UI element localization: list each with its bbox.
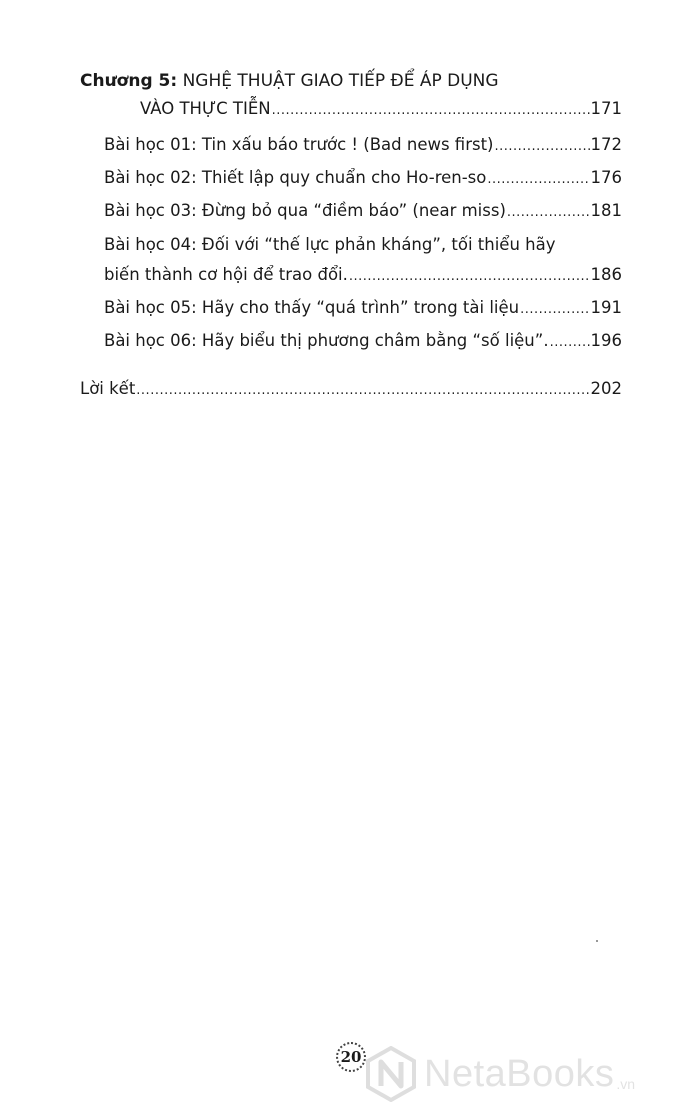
print-speck (596, 940, 598, 942)
watermark (366, 1044, 635, 1104)
lesson-title: Bài học 06: Hãy biểu thị phương châm bằng “số liệu”. (104, 331, 549, 350)
dot-leader (520, 299, 589, 321)
epilogue-title: Lời kết (80, 379, 136, 398)
lesson-title-line2: biến thành cơ hội để trao đổi. (104, 265, 348, 284)
toc-entry-lesson-03[interactable] (104, 200, 622, 224)
lesson-page: 176 (590, 168, 622, 187)
toc-entry-lesson-04[interactable] (104, 264, 622, 288)
lesson-title: Bài học 05: Hãy cho thấy “quá trình” trong tài liệu (104, 298, 520, 317)
lesson-page: 186 (590, 265, 622, 284)
epilogue-page: 202 (590, 379, 622, 398)
lesson-page: 196 (590, 331, 622, 350)
lesson-title: Bài học 01: Tin xấu báo trước ! (Bad news first) (104, 135, 494, 154)
dot-leader (136, 380, 589, 402)
watermark-brand: NetaBooks (424, 1052, 615, 1095)
lesson-04-title-line1: Bài học 04: Đối với “thế lực phản kháng”, tối thiểu hãy (104, 235, 556, 254)
chapter-title-line2: VÀO THỰC TIỄN (140, 99, 271, 118)
chapter-title-line1: NGHỆ THUẬT GIAO TIẾP ĐỂ ÁP DỤNG (182, 71, 499, 91)
dot-leader (487, 169, 589, 191)
dot-leader (550, 332, 590, 354)
toc-entry-epilogue[interactable] (80, 378, 622, 402)
dot-leader (349, 266, 590, 288)
chapter-label: Chương 5: (80, 71, 178, 91)
lesson-page: 191 (590, 298, 622, 317)
toc-entry-lesson-01[interactable] (104, 134, 622, 158)
lesson-title: Bài học 03: Đừng bỏ qua “điềm báo” (near miss) (104, 201, 506, 220)
toc-entry-lesson-02[interactable] (104, 167, 622, 191)
chapter-entry[interactable] (140, 98, 622, 122)
page-number: 20 (336, 1042, 366, 1072)
dot-leader (494, 136, 589, 158)
watermark-suffix: .vn (616, 1076, 636, 1092)
chapter-heading (80, 70, 620, 92)
toc-entry-lesson-06[interactable] (104, 330, 622, 354)
lesson-title: Bài học 02: Thiết lập quy chuẩn cho Ho-ren-so (104, 168, 487, 187)
chapter-page: 171 (590, 99, 622, 118)
toc-entry-lesson-05[interactable] (104, 297, 622, 321)
netabooks-logo-icon (366, 1046, 416, 1102)
lesson-page: 172 (590, 135, 622, 154)
dot-leader (507, 202, 590, 224)
dot-leader (272, 100, 590, 122)
lesson-page: 181 (590, 201, 622, 220)
